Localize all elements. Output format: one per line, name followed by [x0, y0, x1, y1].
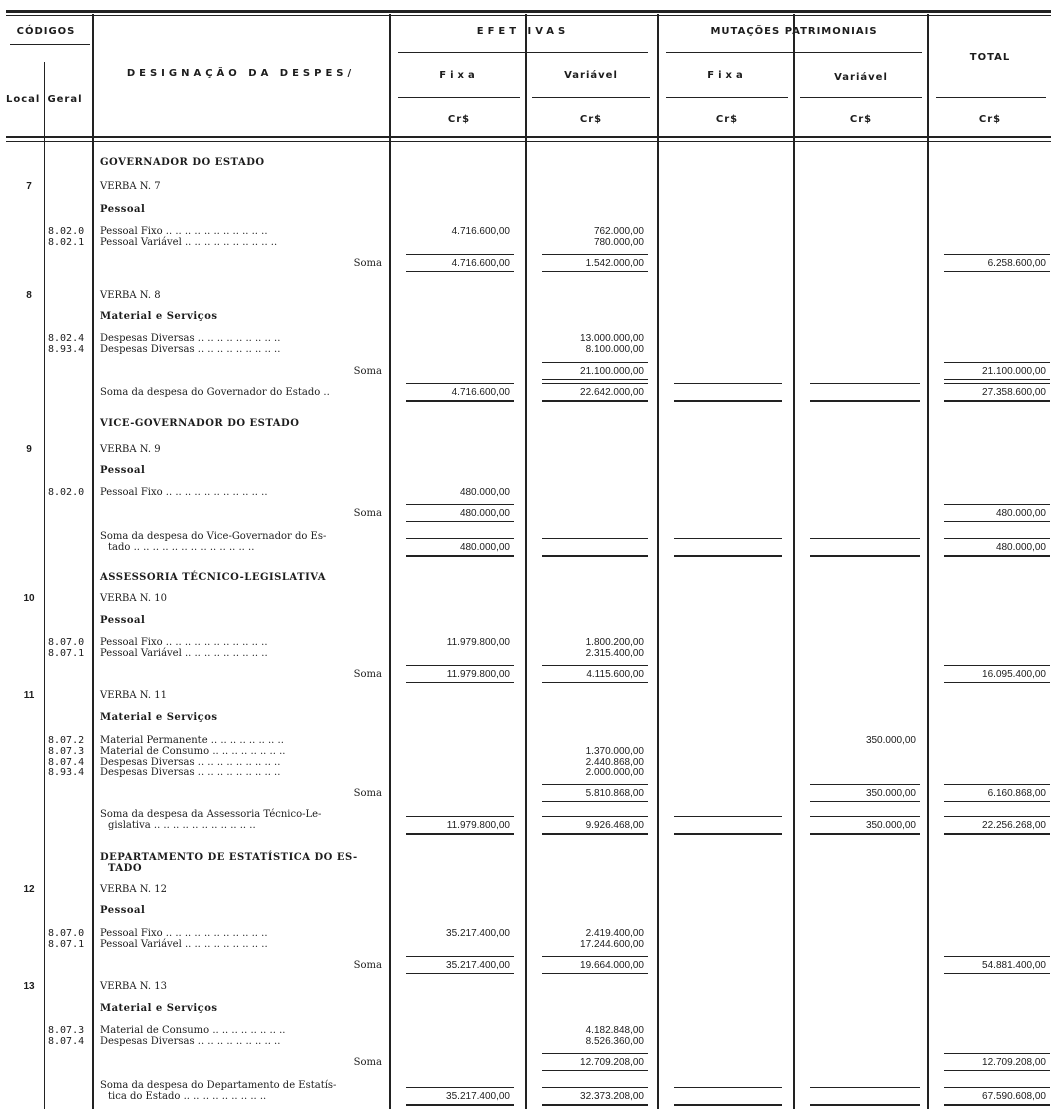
local-code: 10 — [23, 593, 35, 604]
sum-rule — [406, 682, 514, 683]
currency-label: Cr$ — [849, 114, 873, 125]
var-value: 22.642.000,00 — [580, 387, 644, 398]
fixa-value: 35.217.400,00 — [446, 928, 510, 939]
sum-rule — [810, 784, 920, 785]
total-value: 16.095.400,00 — [982, 669, 1046, 680]
variavel-mut-header: Variável — [834, 72, 888, 83]
sum-rule — [944, 1070, 1050, 1071]
sum-rule — [944, 400, 1050, 402]
header-bottom-rule — [6, 136, 1051, 138]
sum-rule — [542, 383, 648, 384]
designacao-header: DESIGNAÇÃO DA DESPES/ — [126, 68, 356, 79]
row-description: GOVERNADOR DO ESTADO — [100, 157, 265, 168]
sum-rule — [944, 555, 1050, 557]
total-value: 480.000,00 — [995, 508, 1046, 519]
header-rule — [800, 97, 922, 98]
var-value: 32.373.208,00 — [580, 1091, 644, 1102]
geral-code: 8.07.4 — [48, 1036, 85, 1047]
geral-code: 8.07.2 — [48, 735, 85, 746]
col-line — [793, 14, 795, 1109]
var-value: 13.000.000,00 — [580, 333, 644, 344]
geral-code: 8.02.0 — [48, 487, 85, 498]
local-code: 7 — [26, 181, 32, 192]
var-value: 1.370.000,00 — [585, 746, 644, 757]
var-value: 8.526.360,00 — [585, 1036, 644, 1047]
fixa-value: 480.000,00 — [459, 542, 510, 553]
var-value: 9.926.468,00 — [585, 820, 644, 831]
fixa-value: 4.716.600,00 — [451, 226, 510, 237]
var-value: 8.100.000,00 — [585, 344, 644, 355]
mvar-value: 350.000,00 — [865, 820, 916, 831]
sum-rule — [674, 1087, 782, 1088]
currency-label: Cr$ — [715, 114, 739, 125]
sum-rule — [406, 521, 514, 522]
row-description: Pessoal — [100, 615, 146, 626]
sum-rule — [944, 1104, 1050, 1106]
row-description: Soma da despesa do Vice-Governador do Es- — [100, 531, 327, 542]
efetivas-header: EFET IVAS — [476, 26, 570, 37]
mvar-value: 350.000,00 — [865, 788, 916, 799]
fixa-value: 11.979.800,00 — [446, 669, 510, 680]
row-description: ASSESSORIA TÉCNICO-LEGISLATIVA — [100, 572, 326, 583]
total-value: 21.100.000,00 — [982, 366, 1046, 377]
sum-rule — [810, 833, 920, 835]
fixa-value: 11.979.800,00 — [446, 637, 510, 648]
sum-rule — [542, 1104, 648, 1106]
local-header: Local — [6, 94, 41, 105]
row-description: Soma da despesa do Departamento de Estatís- — [100, 1080, 337, 1091]
sum-rule — [406, 665, 514, 666]
top-rule — [6, 10, 1051, 13]
sum-rule — [944, 521, 1050, 522]
sum-rule — [674, 383, 782, 384]
sum-rule — [542, 816, 648, 817]
var-value: 1.542.000,00 — [585, 258, 644, 269]
sum-rule — [674, 538, 782, 539]
sum-rule — [542, 555, 648, 557]
currency-label: Cr$ — [978, 114, 1002, 125]
geral-code: 8.02.1 — [48, 237, 85, 248]
sum-rule — [542, 682, 648, 683]
total-value: 6.258.600,00 — [987, 258, 1046, 269]
col-line — [657, 14, 659, 1109]
fixa-value: 11.979.800,00 — [446, 820, 510, 831]
header-rule — [666, 97, 788, 98]
row-description: VERBA N. 8 — [100, 290, 161, 301]
header-rule — [532, 97, 650, 98]
fixa-value: 480.000,00 — [459, 487, 510, 498]
sum-rule — [944, 784, 1050, 785]
local-code: 13 — [23, 981, 35, 992]
var-value: 5.810.868,00 — [585, 788, 644, 799]
sum-rule — [810, 801, 920, 802]
soma-label: Soma — [353, 258, 382, 269]
total-value: 6.160.868,00 — [987, 788, 1046, 799]
row-description: VERBA N. 11 — [100, 690, 167, 701]
row-description: Pessoal — [100, 204, 146, 215]
mutacoes-header: MUTAÇÕES PATRIMONIAIS — [710, 26, 878, 37]
row-description: Material e Serviços — [100, 712, 218, 723]
soma-label: Soma — [353, 508, 382, 519]
sum-rule — [810, 816, 920, 817]
row-description: Pessoal — [100, 465, 146, 476]
sum-rule — [810, 383, 920, 384]
total-header: TOTAL — [969, 52, 1011, 63]
sum-rule — [944, 665, 1050, 666]
row-description: Pessoal Variável .. .. .. .. .. .. .. .. .. .. — [100, 237, 278, 248]
var-value: 2.440.868,00 — [585, 757, 644, 768]
var-value: 19.664.000,00 — [580, 960, 644, 971]
sum-rule — [406, 973, 514, 974]
sum-rule — [944, 271, 1050, 272]
row-description: Material e Serviços — [100, 311, 218, 322]
sum-rule — [810, 555, 920, 557]
header-rule — [936, 97, 1046, 98]
sum-rule — [542, 362, 648, 363]
sum-rule — [944, 504, 1050, 505]
header-rule — [398, 97, 520, 98]
row-description: Material de Consumo .. .. .. .. .. .. .. .. — [100, 1025, 286, 1036]
fixa-value: 4.716.600,00 — [451, 387, 510, 398]
sum-rule — [944, 956, 1050, 957]
sum-rule — [944, 538, 1050, 539]
sum-rule — [406, 1104, 514, 1106]
var-value: 17.244.600,00 — [580, 939, 644, 950]
sum-rule — [542, 784, 648, 785]
row-description: VERBA N. 13 — [100, 981, 167, 992]
sum-rule — [406, 1087, 514, 1088]
row-description: VICE-GOVERNADOR DO ESTADO — [100, 418, 300, 429]
row-description: Pessoal Fixo .. .. .. .. .. .. .. .. .. .. .. — [100, 928, 268, 939]
sum-rule — [810, 1104, 920, 1106]
mvar-value: 350.000,00 — [865, 735, 916, 746]
col-line — [44, 62, 45, 1109]
total-value: 12.709.208,00 — [982, 1057, 1046, 1068]
row-description: Pessoal Fixo .. .. .. .. .. .. .. .. .. .. .. — [100, 226, 268, 237]
sum-rule — [542, 1087, 648, 1088]
row-description: Pessoal Variável .. .. .. .. .. .. .. .. .. — [100, 648, 268, 659]
sum-rule — [542, 1070, 648, 1071]
sum-rule — [810, 400, 920, 402]
row-description-cont: tado .. .. .. .. .. .. .. .. .. .. .. .. .. — [108, 542, 255, 553]
fixa-value: 480.000,00 — [459, 508, 510, 519]
fixa-value: 35.217.400,00 — [446, 960, 510, 971]
row-description: VERBA N. 12 — [100, 884, 167, 895]
soma-label: Soma — [353, 669, 382, 680]
sum-rule — [944, 362, 1050, 363]
var-value: 2.315.400,00 — [585, 648, 644, 659]
sum-rule — [542, 956, 648, 957]
var-value: 4.115.600,00 — [586, 669, 644, 680]
sum-rule — [944, 816, 1050, 817]
row-description: VERBA N. 9 — [100, 444, 161, 455]
sum-rule — [542, 271, 648, 272]
var-value: 2.419.400,00 — [585, 928, 644, 939]
sum-rule — [406, 833, 514, 835]
sum-rule — [810, 1087, 920, 1088]
top-rule-thin — [6, 15, 1051, 16]
sum-rule — [406, 956, 514, 957]
sum-rule — [406, 271, 514, 272]
row-description: Pessoal Fixo .. .. .. .. .. .. .. .. .. .. .. — [100, 487, 268, 498]
sum-rule — [944, 973, 1050, 974]
sum-rule — [542, 1053, 648, 1054]
col-line — [927, 14, 929, 1109]
fixa-header: Fixa — [439, 70, 479, 81]
fixa-mut-header: Fixa — [707, 70, 747, 81]
row-description-cont: gislativa .. .. .. .. .. .. .. .. .. .. .. — [108, 820, 256, 831]
sum-rule — [674, 555, 782, 557]
row-description: Material e Serviços — [100, 1003, 218, 1014]
total-value: 22.256.268,00 — [982, 820, 1046, 831]
row-description: Despesas Diversas .. .. .. .. .. .. .. .. .. — [100, 1036, 281, 1047]
row-description: Soma da despesa do Governador do Estado .. — [100, 387, 330, 398]
col-line — [389, 14, 391, 1109]
fixa-value: 35.217.400,00 — [446, 1091, 510, 1102]
sum-rule — [406, 538, 514, 539]
sum-rule — [542, 833, 648, 835]
geral-code: 8.07.3 — [48, 746, 85, 757]
sum-rule — [406, 383, 514, 384]
sum-rule — [542, 801, 648, 802]
row-description: Despesas Diversas .. .. .. .. .. .. .. .. .. — [100, 757, 281, 768]
header-bottom-rule — [6, 141, 1051, 142]
row-description: Pessoal Variável .. .. .. .. .. .. .. .. .. — [100, 939, 268, 950]
codigos-header: CÓDIGOS — [16, 26, 76, 37]
local-code: 8 — [26, 290, 32, 301]
geral-code: 8.07.3 — [48, 1025, 85, 1036]
row-description-cont: TADO — [108, 863, 143, 874]
sum-rule — [674, 833, 782, 835]
sum-rule — [944, 383, 1050, 384]
sum-rule — [944, 833, 1050, 835]
soma-label: Soma — [353, 960, 382, 971]
header-rule — [398, 52, 648, 53]
sum-rule — [542, 973, 648, 974]
col-line — [525, 14, 527, 1109]
variavel-header: Variável — [564, 70, 618, 81]
sum-rule — [944, 1087, 1050, 1088]
sum-rule — [542, 254, 648, 255]
sum-rule — [944, 1053, 1050, 1054]
geral-code: 8.07.1 — [48, 648, 85, 659]
var-value: 780.000,00 — [593, 237, 644, 248]
var-value: 2.000.000,00 — [585, 767, 644, 778]
sum-rule — [944, 682, 1050, 683]
soma-label: Soma — [353, 1057, 382, 1068]
local-code: 12 — [23, 884, 35, 895]
sum-rule — [674, 400, 782, 402]
row-description: Pessoal Fixo .. .. .. .. .. .. .. .. .. .. .. — [100, 637, 268, 648]
sum-rule — [542, 538, 648, 539]
geral-code: 8.93.4 — [48, 344, 85, 355]
var-value: 1.800.200,00 — [585, 637, 644, 648]
sum-rule — [542, 400, 648, 402]
sum-rule — [406, 816, 514, 817]
sum-rule — [674, 816, 782, 817]
geral-code: 8.07.1 — [48, 939, 85, 950]
local-code: 11 — [23, 690, 35, 701]
var-value: 21.100.000,00 — [580, 366, 644, 377]
total-value: 480.000,00 — [995, 542, 1046, 553]
header-rule — [10, 44, 90, 45]
geral-code: 8.07.4 — [48, 757, 85, 768]
geral-code: 8.07.0 — [48, 928, 85, 939]
row-description: VERBA N. 10 — [100, 593, 167, 604]
local-code: 9 — [26, 444, 32, 455]
sum-rule — [944, 379, 1050, 380]
sum-rule — [810, 538, 920, 539]
soma-label: Soma — [353, 366, 382, 377]
row-description: Soma da despesa da Assessoria Técnico-Le- — [100, 809, 322, 820]
geral-code: 8.02.0 — [48, 226, 85, 237]
soma-label: Soma — [353, 788, 382, 799]
geral-code: 8.02.4 — [48, 333, 85, 344]
sum-rule — [406, 504, 514, 505]
sum-rule — [542, 379, 648, 380]
row-description: Despesas Diversas .. .. .. .. .. .. .. .. .. — [100, 767, 281, 778]
sum-rule — [944, 254, 1050, 255]
row-description-cont: tica do Estado .. .. .. .. .. .. .. .. .. — [108, 1091, 267, 1102]
row-description: Material Permanente .. .. .. .. .. .. .. .. — [100, 735, 284, 746]
currency-label: Cr$ — [579, 114, 603, 125]
geral-code: 8.07.0 — [48, 637, 85, 648]
row-description: Despesas Diversas .. .. .. .. .. .. .. .. .. — [100, 344, 281, 355]
total-value: 67.590.608,00 — [982, 1091, 1046, 1102]
row-description: Despesas Diversas .. .. .. .. .. .. .. .. .. — [100, 333, 281, 344]
var-value: 12.709.208,00 — [580, 1057, 644, 1068]
fixa-value: 4.716.600,00 — [451, 258, 510, 269]
var-value: 4.182.848,00 — [585, 1025, 644, 1036]
currency-label: Cr$ — [447, 114, 471, 125]
col-line — [92, 14, 94, 1109]
sum-rule — [944, 801, 1050, 802]
row-description: VERBA N. 7 — [100, 181, 161, 192]
row-description: Pessoal — [100, 905, 146, 916]
sum-rule — [406, 555, 514, 557]
geral-code: 8.93.4 — [48, 767, 85, 778]
total-value: 27.358.600,00 — [982, 387, 1046, 398]
sum-rule — [406, 400, 514, 402]
sum-rule — [674, 1104, 782, 1106]
total-value: 54.881.400,00 — [982, 960, 1046, 971]
row-description: DEPARTAMENTO DE ESTATÍSTICA DO ES- — [100, 852, 358, 863]
var-value: 762.000,00 — [593, 226, 644, 237]
sum-rule — [406, 254, 514, 255]
row-description: Material de Consumo .. .. .. .. .. .. .. .. — [100, 746, 286, 757]
sum-rule — [542, 665, 648, 666]
geral-header: Geral — [47, 94, 83, 105]
